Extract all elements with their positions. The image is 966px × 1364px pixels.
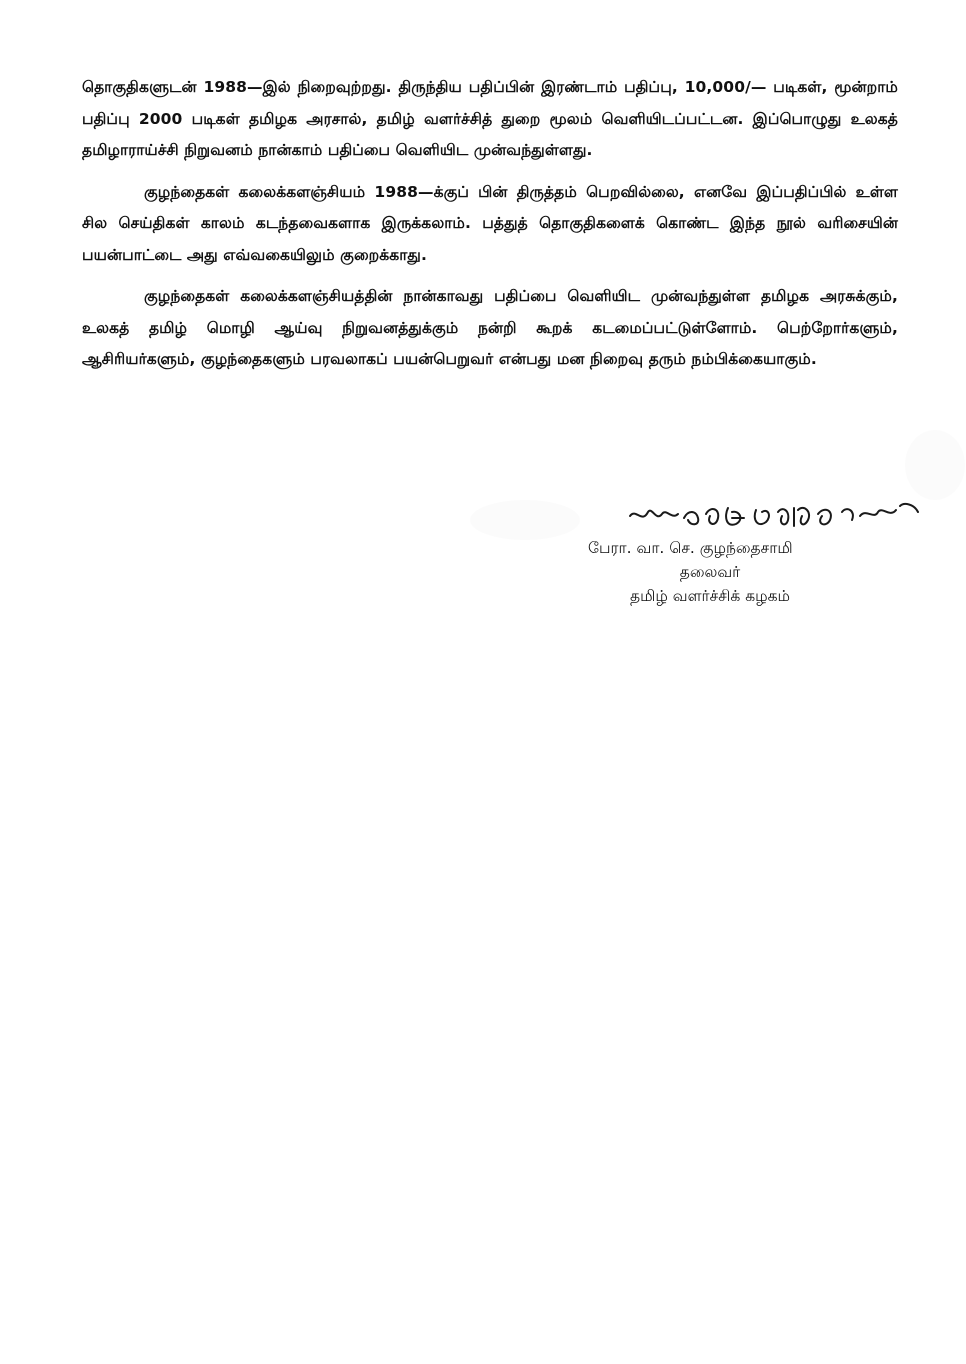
scan-smudge <box>905 430 965 500</box>
signatory-title: தலைவர் <box>679 563 741 581</box>
paragraph-2: குழந்தைகள் கலைக்களஞ்சியம் 1988—க்குப் பின் திருத்தம் பெறவில்லை, எனவே இப்பதிப்பில் உள்ள சில செய்திகள் காலம் கடந்தவைகளாக இருக்கலாம். பத்துத் தொகுதிகளைக் கொண்ட இந்த நூல் வரிசையின் பயன்பாட்டை அது எவ்வகையிலும் குறைக்காது. <box>82 182 898 264</box>
scan-smudge <box>470 500 580 540</box>
handwritten-signature <box>628 498 928 538</box>
paragraph-3: குழந்தைகள் கலைக்களஞ்சியத்தின் நான்காவது பதிப்பை வெளியிட முன்வந்துள்ள தமிழக அரசுக்கும், உலகத் தமிழ் மொழி ஆய்வு நிறுவனத்துக்கும் நன்றி கூறக் கடமைப்பட்டுள்ளோம். பெற்றோர்களும், ஆசிரியர்களும், குழந்தைகளும் பரவலாகப் பயன்பெறுவர் என்பது மன நிறைவு தரும் நம்பிக்கையாகும். <box>82 287 898 368</box>
signatory-name: பேரா. வா. செ. குழந்தைசாமி <box>588 539 793 557</box>
signatory-block <box>560 536 860 608</box>
signatory-organization: தமிழ் வளர்ச்சிக் கழகம் <box>629 587 790 605</box>
document-body <box>82 72 898 386</box>
paragraph-1: தொகுதிகளுடன் 1988—இல் நிறைவுற்றது. திருந்திய பதிப்பின் இரண்டாம் பதிப்பு, 10,000/— படிகள், மூன்றாம் பதிப்பு 2000 படிகள் தமிழக அரசால், தமிழ் வளர்ச்சித் துறை மூலம் வெளியிடப்பட்டன. இப்பொழுது உலகத் தமிழாராய்ச்சி நிறுவனம் நான்காம் பதிப்பை வெளியிட முன்வந்துள்ளது. <box>82 78 898 159</box>
